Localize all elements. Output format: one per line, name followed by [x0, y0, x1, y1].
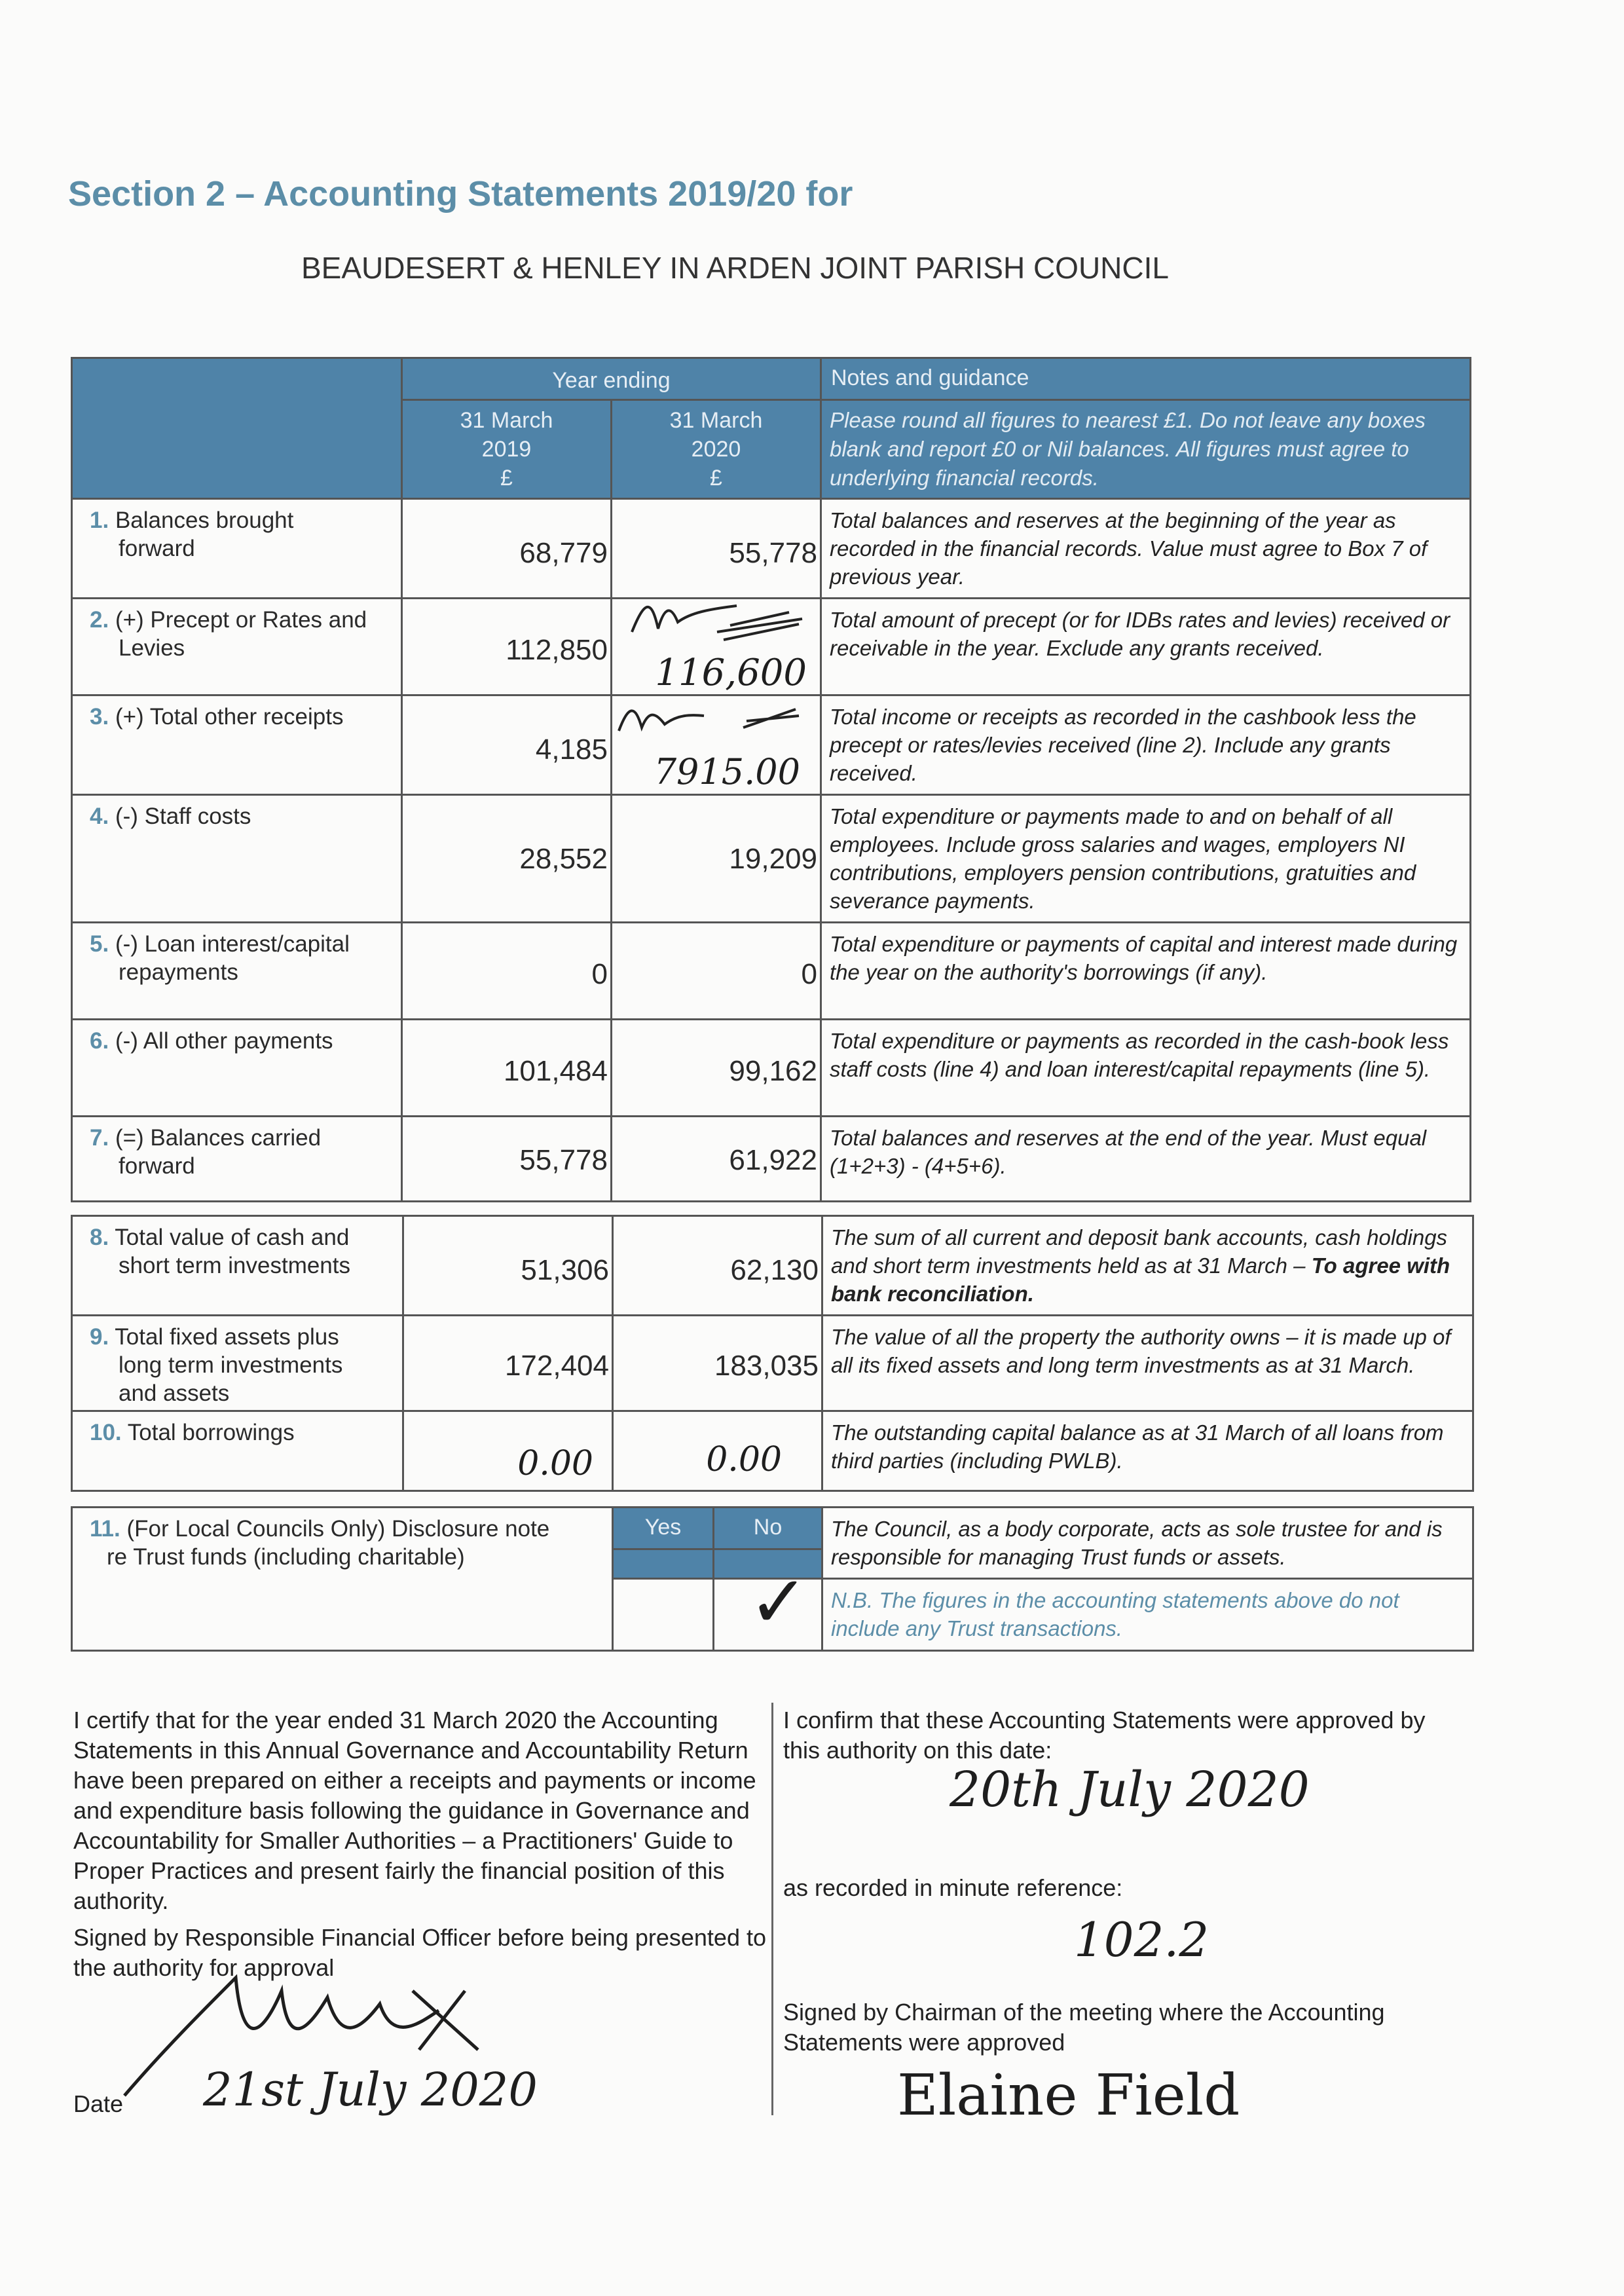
- header-blank: [72, 358, 402, 499]
- row-label: 1. Balances brought forward: [72, 499, 402, 599]
- divider: [771, 1703, 773, 2115]
- value-2019: 28,552: [402, 795, 612, 923]
- trust-note: The Council, as a body corporate, acts as sole trustee for and is responsible for managing Trust funds or assets.: [822, 1508, 1473, 1579]
- rfo-date: 21st July 2020: [203, 2063, 538, 2117]
- yes-header-fill: [613, 1549, 714, 1578]
- yes-header: Yes: [613, 1508, 714, 1549]
- row-label: 4. (-) Staff costs: [72, 795, 402, 923]
- row-label: 8. Total value of cash and short term investments: [72, 1216, 403, 1316]
- row-note: The value of all the property the authority owns – it is made up of all its fixed assets and long term investments as at 31 March.: [822, 1316, 1473, 1411]
- table-row: [72, 1117, 1471, 1202]
- no-header: No: [714, 1508, 822, 1549]
- row-note: Total expenditure or payments as recorded in the cash-book less staff costs (line 4) and loan interest/capital repayments (line 5).: [821, 1020, 1471, 1117]
- handwritten-correction-mark: [612, 701, 809, 741]
- certification-text: I certify that for the year ended 31 March 2020 the Accounting Statements in this Annual Governance and Accountability Return have been prepared on either a receipts and payments or income and expenditure basis following the guidance in Governance and Accountability for Smaller Authorities – a Practitioners' Guide to Proper Practices and present fairly the financial position of this authority.: [73, 1707, 756, 1914]
- row-label: 9. Total fixed assets plus long term investments and assets: [72, 1316, 403, 1411]
- chair-label: Signed by Chairman of the meeting where the Accounting Statements were approved: [783, 1999, 1385, 2056]
- date-label: Date: [73, 2090, 124, 2117]
- table-row: [72, 795, 1471, 923]
- value-2020: 61,922: [612, 1117, 821, 1202]
- table-row: [72, 1216, 1473, 1316]
- value-2019: 0.00: [403, 1411, 613, 1491]
- value-2020: 19,209: [612, 795, 821, 923]
- value-2020: 99,162: [612, 1020, 821, 1117]
- value-2020: 7915.00: [612, 695, 821, 795]
- value-2019: 112,850: [402, 599, 612, 695]
- value-2020: 0.00: [613, 1411, 822, 1491]
- row-label: 7. (=) Balances carried forward: [72, 1117, 402, 1202]
- table-row: [72, 695, 1471, 795]
- trust-nb-note: N.B. The figures in the accounting statements above do not include any Trust transactions.: [822, 1579, 1473, 1651]
- row-note: The sum of all current and deposit bank accounts, cash holdings and short term investments held as at 31 March – To agree with bank reconciliation.: [822, 1216, 1473, 1316]
- no-box[interactable]: [714, 1560, 822, 1651]
- row-label: 6. (-) All other payments: [72, 1020, 402, 1117]
- table-row: [72, 1316, 1473, 1411]
- signed-by-rfo: Signed by Responsible Financial Officer before being presented to the authority for approval: [73, 1924, 766, 1981]
- minute-label: as recorded in minute reference:: [783, 1874, 1123, 1901]
- table-row: [72, 923, 1471, 1020]
- value-2020: 116,600: [612, 599, 821, 695]
- value-2019: 4,185: [402, 695, 612, 795]
- value-2019: 172,404: [403, 1316, 613, 1411]
- table-row: [72, 1411, 1473, 1491]
- value-2019: 0: [402, 923, 612, 1020]
- minute-reference: 102.2: [1074, 1912, 1209, 1967]
- table-row: [72, 499, 1471, 599]
- approval-date: 20th July 2020: [950, 1762, 1310, 1818]
- assets-table: [71, 1215, 1474, 1492]
- table-row: [72, 1020, 1471, 1117]
- table-row: [72, 599, 1471, 695]
- trust-funds-table: [71, 1506, 1474, 1652]
- row-label: 3. (+) Total other receipts: [72, 695, 402, 795]
- value-2020: 62,130: [613, 1216, 822, 1316]
- tick-mark: ✓: [748, 1560, 809, 1644]
- row-label: 5. (-) Loan interest/capital repayments: [72, 923, 402, 1020]
- year-ending-header: Year ending: [402, 358, 821, 400]
- row-note: Total expenditure or payments of capital and interest made during the year on the authority's borrowings (if any).: [821, 923, 1471, 1020]
- row-note: Total income or receipts as recorded in the cashbook less the precept or rates/levies received (line 2). Include any grants received.: [821, 695, 1471, 795]
- certification-block: [73, 1705, 767, 1983]
- row-label: 11. (For Local Councils Only) Disclosure note re Trust funds (including charitable): [72, 1508, 613, 1651]
- handwritten-correction-mark: [625, 593, 809, 645]
- guidance-header: Please round all figures to nearest £1. Do not leave any boxes blank and report £0 or Nil balances. All figures must agree to underlying financial records.: [821, 400, 1471, 499]
- value-2019: 101,484: [402, 1020, 612, 1117]
- value-2020: 0: [612, 923, 821, 1020]
- col-2020-header: 31 March 2020 £: [612, 400, 821, 499]
- row-note: Total balances and reserves at the end of the year. Must equal (1+2+3) - (4+5+6).: [821, 1117, 1471, 1202]
- value-2019: 68,779: [402, 499, 612, 599]
- value-2019: 55,778: [402, 1117, 612, 1202]
- value-2019: 51,306: [403, 1216, 613, 1316]
- row-note: Total amount of precept (or for IDBs rates and levies) received or receivable in the year. Exclude any grants received.: [821, 599, 1471, 695]
- section-title: Section 2 – Accounting Statements 2019/20 for: [68, 174, 853, 213]
- row-note: The outstanding capital balance as at 31 March of all loans from third parties (including PWLB).: [822, 1411, 1473, 1491]
- row-label: 2. (+) Precept or Rates and Levies: [72, 599, 402, 695]
- accounting-statements-table: [71, 357, 1471, 1202]
- row-note: Total expenditure or payments made to and on behalf of all employees. Include gross salaries and wages, employers NI contributions, employers pension contributions, gratuities and severance payments.: [821, 795, 1471, 923]
- approval-text: I confirm that these Accounting Statements were approved by this authority on this date:: [783, 1707, 1426, 1764]
- approval-block: [783, 1705, 1438, 1766]
- notes-header: Notes and guidance: [821, 358, 1471, 400]
- value-2020: 183,035: [613, 1316, 822, 1411]
- row-note: Total balances and reserves at the beginning of the year as recorded in the financial records. Value must agree to Box 7 of previous year.: [821, 499, 1471, 599]
- row-label: 10. Total borrowings: [72, 1411, 403, 1491]
- council-name: BEAUDESERT & HENLEY IN ARDEN JOINT PARISH COUNCIL: [301, 251, 1169, 285]
- col-2019-header: 31 March 2019 £: [402, 400, 612, 499]
- chair-signature: Elaine Field: [897, 2063, 1240, 2128]
- value-2020: 55,778: [612, 499, 821, 599]
- yes-box[interactable]: [613, 1579, 714, 1651]
